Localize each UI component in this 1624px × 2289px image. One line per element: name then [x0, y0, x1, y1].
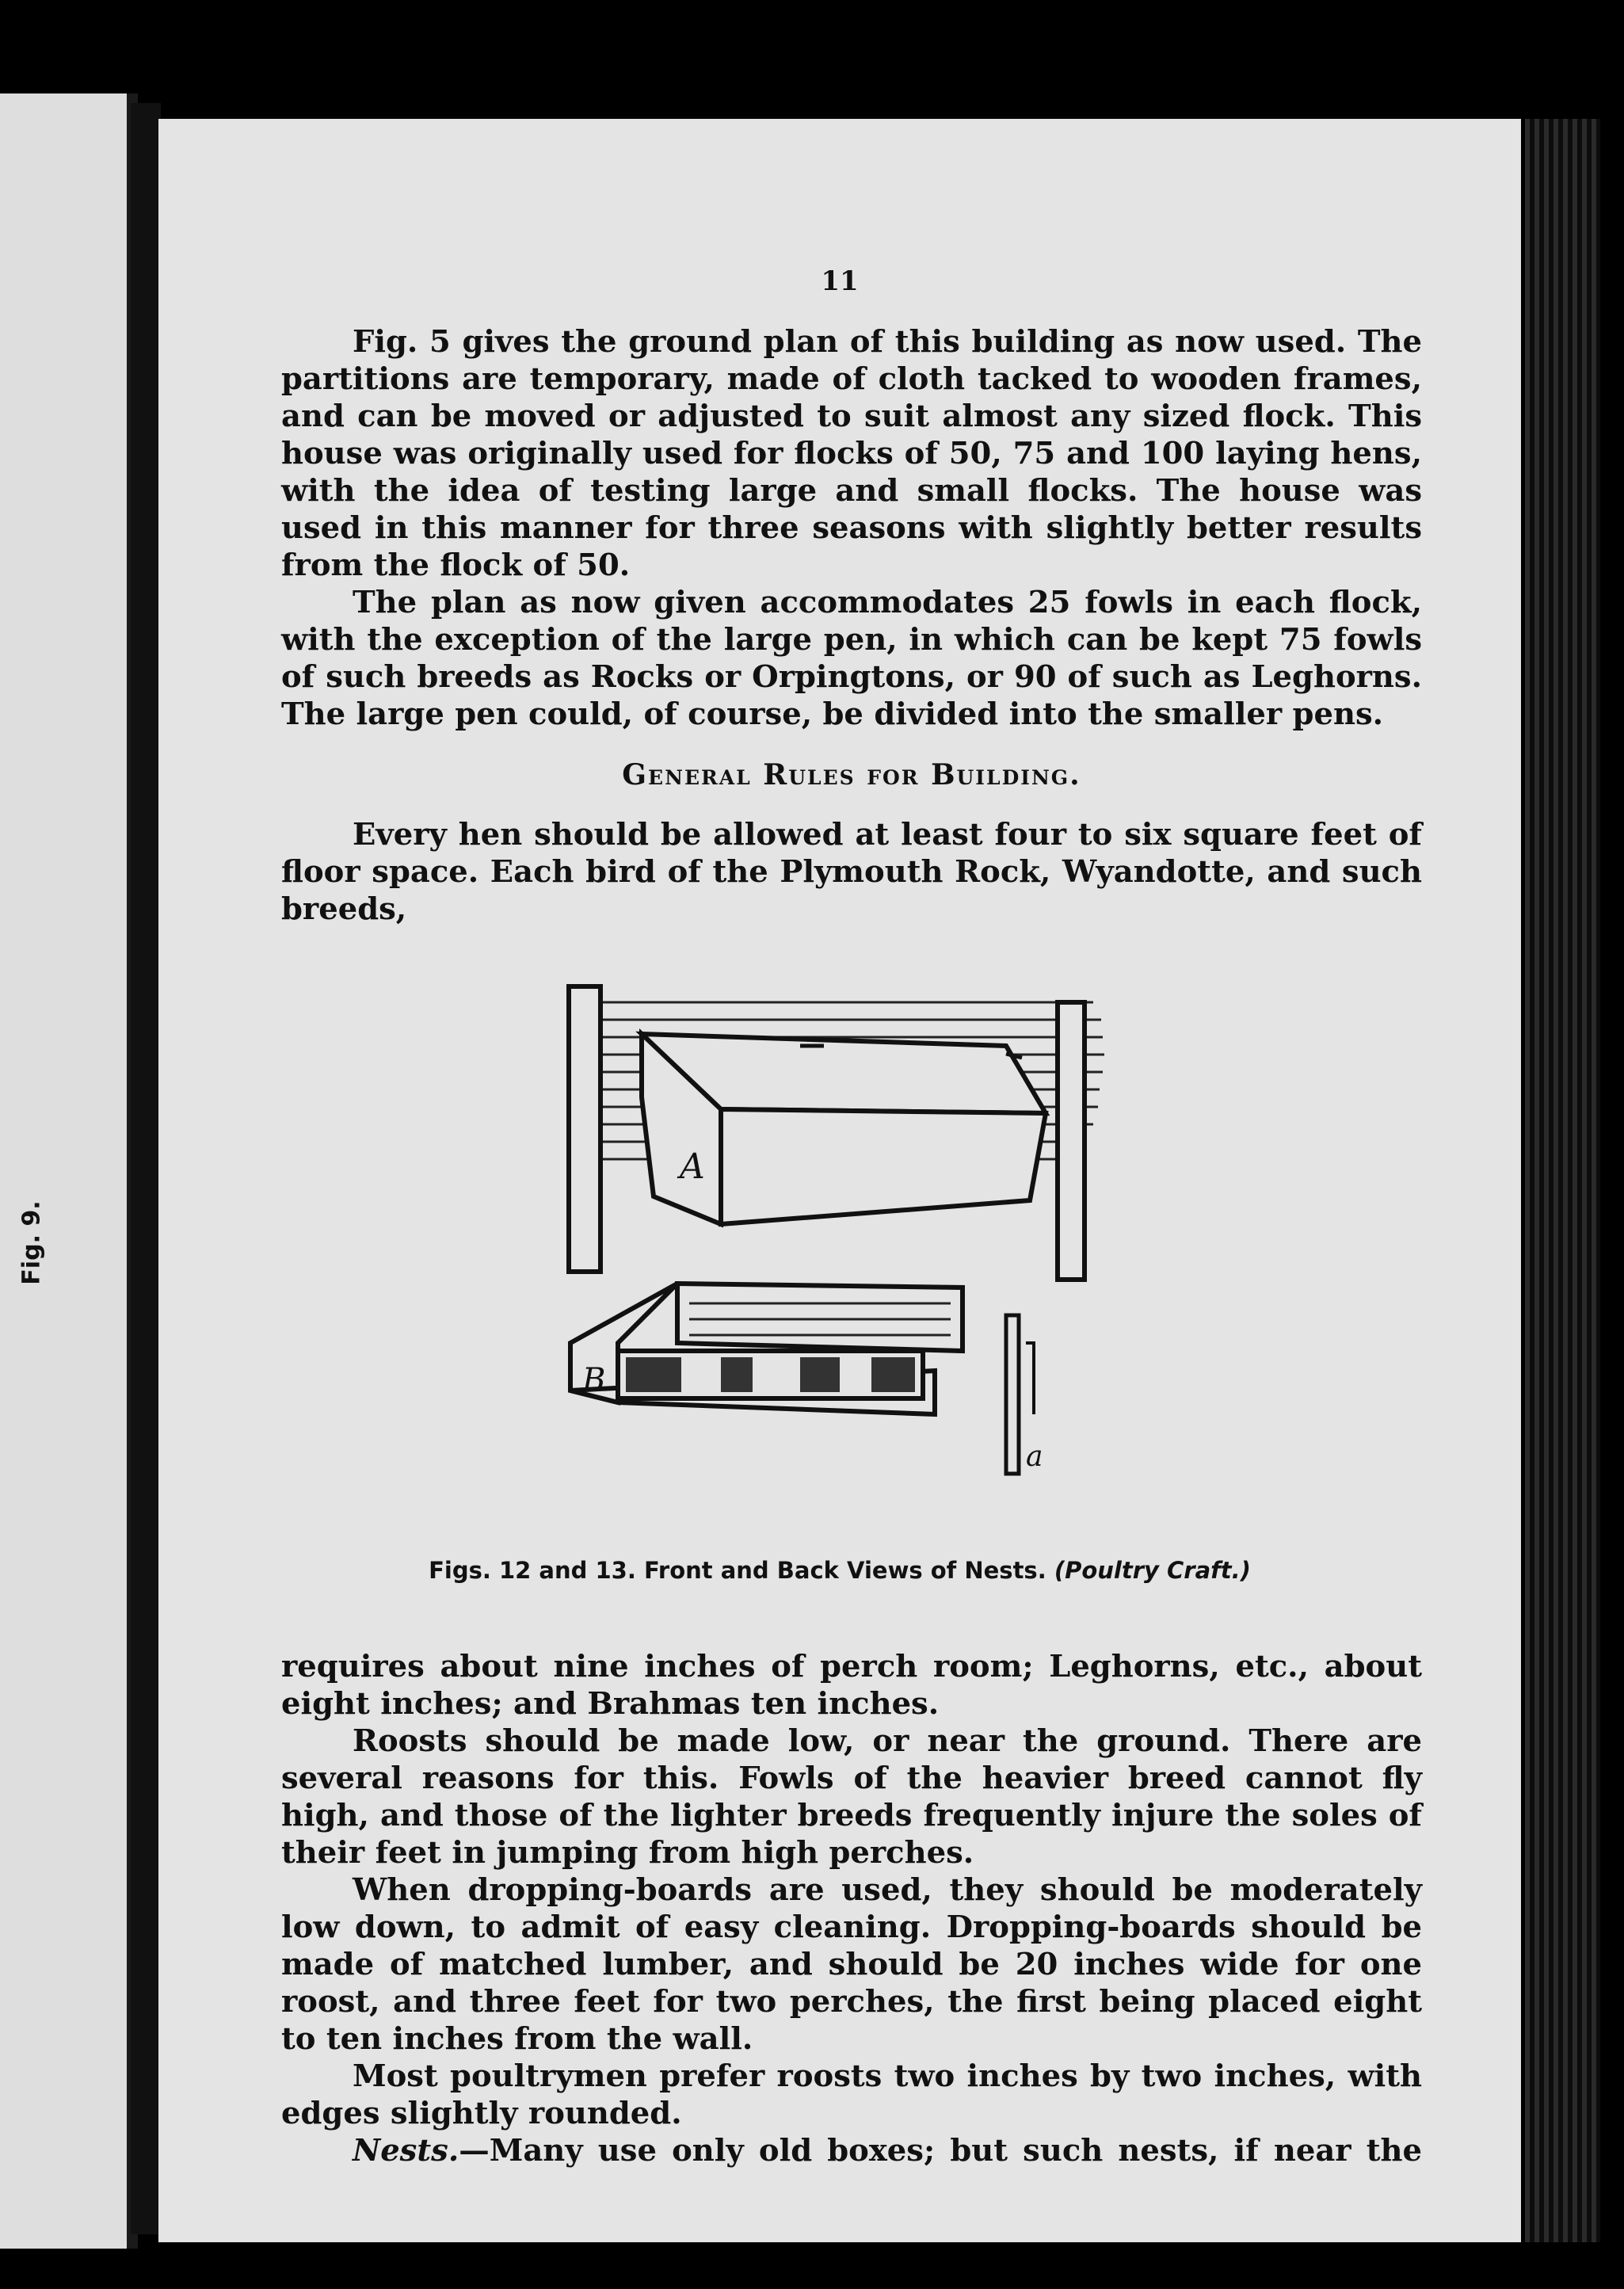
nest-box-b — [570, 1284, 963, 1414]
nest-box-a — [642, 1034, 1046, 1224]
figure-caption — [158, 1557, 1521, 1584]
paragraph-nests — [281, 2132, 1422, 2169]
right-page-edges — [1525, 119, 1600, 2242]
label-a: A — [680, 1146, 705, 1187]
paragraph: Every hen should be allowed at least four to six square feet of floor space. Each bird of the Plymouth Rock, Wyandotte, and such breeds, — [281, 817, 1422, 927]
caption-text: Figs. 12 and 13. Front and Back Views of Nests. — [429, 1557, 1046, 1584]
right-post — [1058, 1002, 1085, 1280]
section-heading: General Rules for Building. — [622, 758, 1081, 792]
paragraph: requires about nine inches of perch room; Leghorns, etc., about eight inches; and Brahmas ten inches. — [281, 1649, 1422, 1722]
book-spine — [131, 103, 161, 2234]
page-number: 11 — [821, 265, 859, 297]
left-figure-label — [8, 1195, 55, 1290]
top-text-block — [281, 323, 1422, 928]
paragraph: Fig. 5 gives the ground plan of this building as now used. The partitions are temporary, made of cloth tacked to wooden frames, and can be moved or adjusted to suit almost any sized flock. This house was originally used for flocks of 50, 75 and 100 laying hens, with the idea of testing large and small flocks. The house was used in this manner for three seasons with slightly better results from the flock of 50. — [281, 324, 1422, 583]
left-page-edge — [0, 93, 138, 2249]
label-b: B — [582, 1362, 606, 1398]
nests-illustration — [539, 971, 1172, 1557]
caption-source: (Poultry Craft.) — [1054, 1557, 1251, 1584]
book-page — [158, 119, 1521, 2242]
left-post — [569, 986, 600, 1272]
fig9-text: Fig. 9. — [17, 1200, 46, 1285]
bottom-text-block — [281, 1648, 1422, 2169]
nests-label: Nests. — [353, 2133, 459, 2169]
paragraph: Roosts should be made low, or near the ground. There are several reasons for this. Fowls of the heavier breed cannot fly high, and those of the lighter breeds frequently injure the soles of their feet in jumping from high perches. — [281, 1723, 1422, 1871]
nests-text: —Many use only old boxes; but such nests, if near the — [459, 2133, 1422, 2169]
label-small-a: a — [1026, 1440, 1043, 1473]
perch-a — [1006, 1315, 1019, 1474]
paragraph: When dropping-boards are used, they should be moderately low down, to admit of easy cleaning. Dropping-boards should be made of matched lumber, and should be 20 inches wide for one roost, and three feet for two perches, the first being placed eight to ten inches from the wall. — [281, 1872, 1422, 2057]
paragraph: The plan as now given accommodates 25 fowls in each flock, with the exception of the large pen, in which can be kept 75 fowls of such breeds as Rocks or Orpingtons, or 90 of such as Leghorns. The large pen could, of course, be divided into the smaller pens. — [281, 585, 1422, 732]
paragraph: Most poultrymen prefer roosts two inches by two inches, with edges slightly rounded. — [281, 2058, 1422, 2131]
